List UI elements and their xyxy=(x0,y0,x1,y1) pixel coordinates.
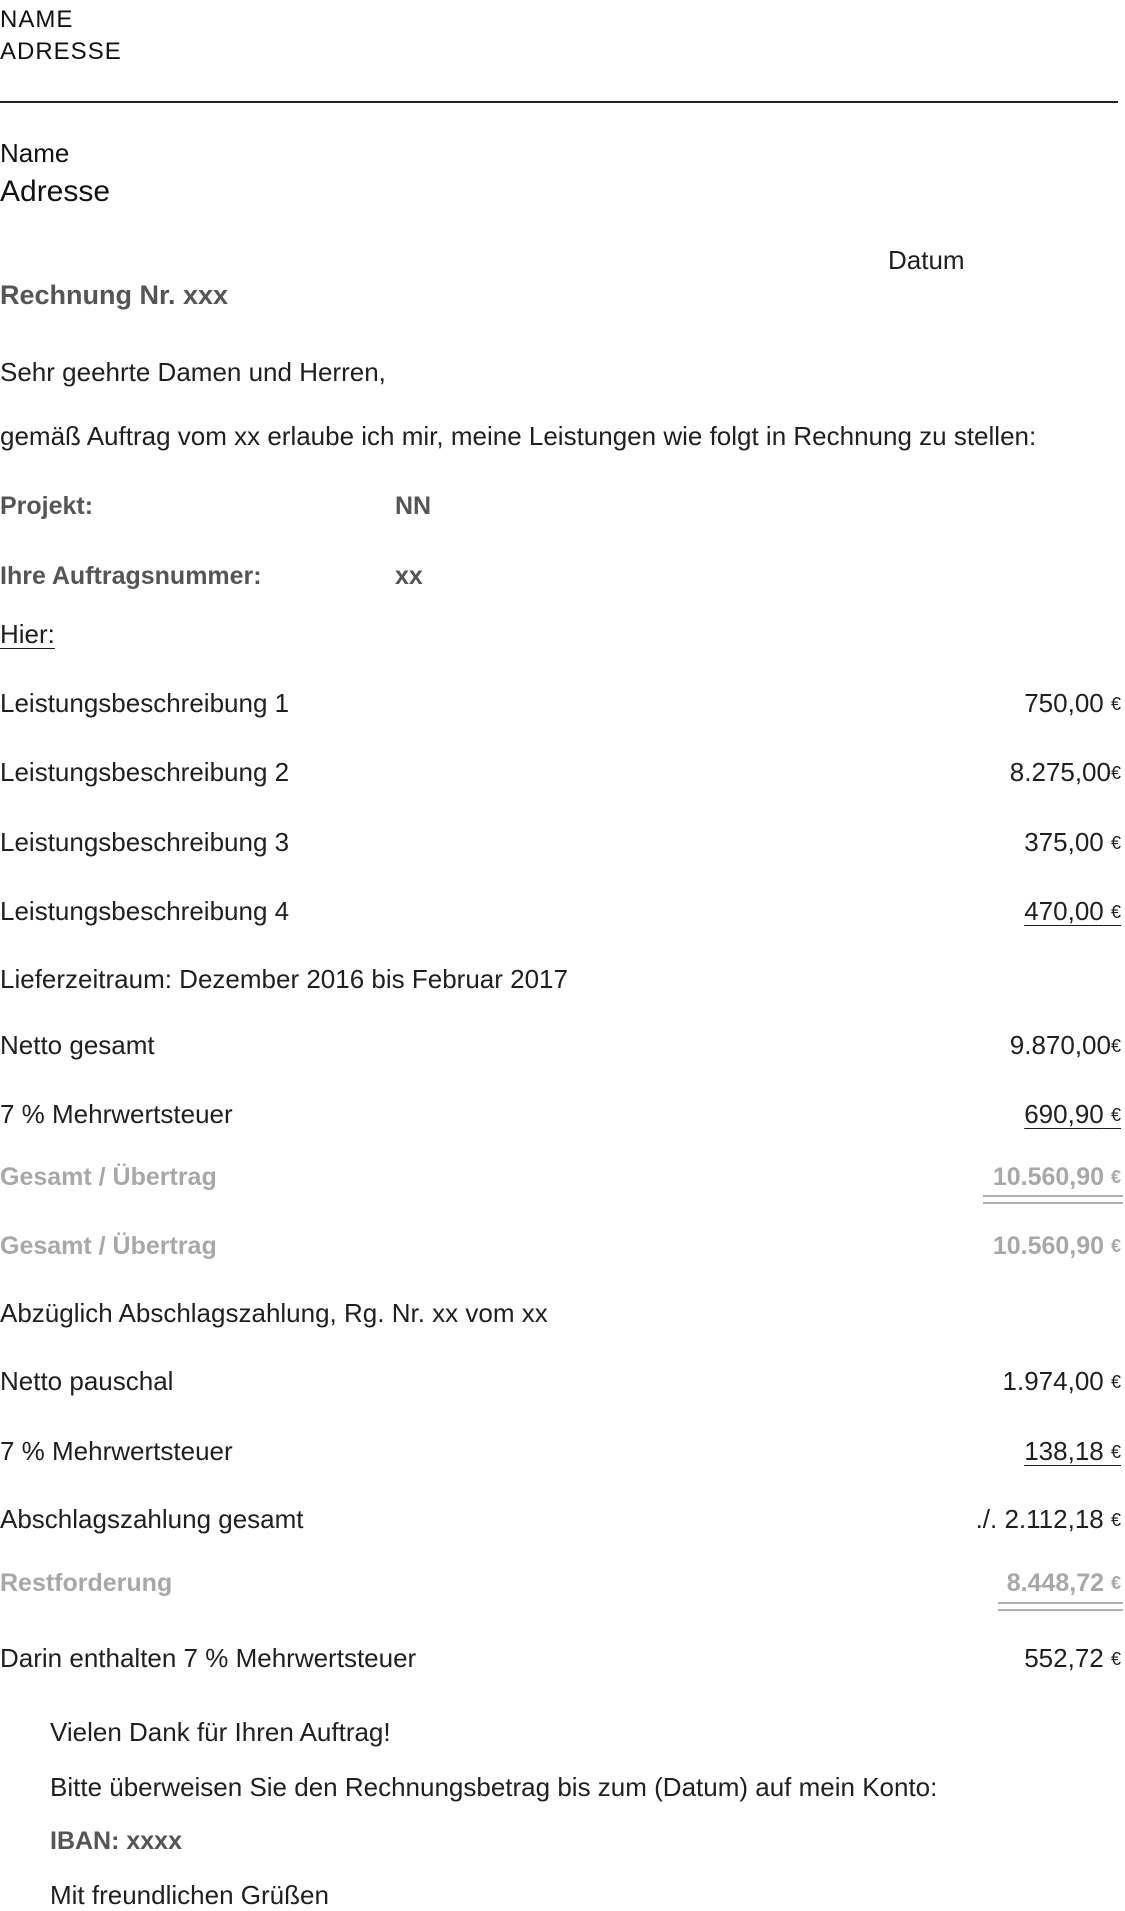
total-carry-label: Gesamt / Übertrag xyxy=(0,1232,217,1260)
payment-request: Bitte überweisen Sie den Rechnungsbetrag bis zum (Datum) auf mein Konto: xyxy=(50,1772,938,1802)
order-number-value: xx xyxy=(395,562,423,590)
thanks-text: Vielen Dank für Ihren Auftrag! xyxy=(50,1717,391,1747)
included-vat-label: Darin enthalten 7 % Mehrwertsteuer xyxy=(0,1643,417,1673)
total-carry-amount: 10.560,90 € xyxy=(992,1232,1121,1260)
date-label: Datum xyxy=(888,245,965,275)
item-amount: 375,00 € xyxy=(1024,827,1121,857)
total-carry-amount: 10.560,90 € xyxy=(992,1163,1121,1191)
net-total-amount: 9.870,00€ xyxy=(1009,1030,1121,1060)
item-amount: 470,00 € xyxy=(1024,896,1121,926)
item-amount: 8.275,00€ xyxy=(1009,757,1121,787)
remaining-label: Restforderung xyxy=(0,1569,173,1597)
net-flat-amount: 1.974,00 € xyxy=(1002,1366,1121,1396)
included-vat-amount: 552,72 € xyxy=(1024,1643,1121,1673)
delivery-period: Lieferzeitraum: Dezember 2016 bis Februar 2017 xyxy=(0,964,568,994)
net-flat-label: Netto pauschal xyxy=(0,1366,174,1396)
item-description: Leistungsbeschreibung 3 xyxy=(0,827,290,857)
item-description: Leistungsbeschreibung 1 xyxy=(0,688,290,718)
sender-name: NAME xyxy=(0,6,74,33)
double-underline xyxy=(983,1195,1123,1204)
sender-address: ADRESSE xyxy=(0,38,122,65)
advance-total-amount: ./. 2.112,18 € xyxy=(975,1504,1121,1534)
vat-label: 7 % Mehrwertsteuer xyxy=(0,1436,233,1466)
double-underline xyxy=(998,1602,1123,1611)
total-carry-label: Gesamt / Übertrag xyxy=(0,1163,217,1191)
remaining-amount: 8.448,72 € xyxy=(1006,1569,1121,1597)
item-description: Leistungsbeschreibung 2 xyxy=(0,757,290,787)
vat-amount: 690,90 € xyxy=(1024,1099,1121,1129)
vat-label: 7 % Mehrwertsteuer xyxy=(0,1099,233,1129)
iban: IBAN: xxxx xyxy=(50,1827,182,1855)
invoice-title: Rechnung Nr. xxx xyxy=(0,280,229,310)
recipient-name: Name xyxy=(0,138,70,168)
recipient-address: Adresse xyxy=(0,175,111,208)
item-amount: 750,00 € xyxy=(1024,688,1121,718)
salutation: Sehr geehrte Damen und Herren, xyxy=(0,357,386,387)
intro-text: gemäß Auftrag vom xx erlaube ich mir, meine Leistungen wie folgt in Rechnung zu stellen: xyxy=(0,421,1037,451)
project-label: Projekt: xyxy=(0,492,94,520)
header-divider xyxy=(0,101,1118,103)
deduction-note: Abzüglich Abschlagszahlung, Rg. Nr. xx vom xx xyxy=(0,1298,548,1328)
project-value: NN xyxy=(395,492,432,520)
vat-amount: 138,18 € xyxy=(1024,1436,1121,1466)
regards: Mit freundlichen Grüßen xyxy=(50,1880,329,1910)
here-label: Hier: xyxy=(0,619,55,649)
advance-total-label: Abschlagszahlung gesamt xyxy=(0,1504,304,1534)
order-number-label: Ihre Auftragsnummer: xyxy=(0,562,262,590)
net-total-label: Netto gesamt xyxy=(0,1030,155,1060)
item-description: Leistungsbeschreibung 4 xyxy=(0,896,290,926)
